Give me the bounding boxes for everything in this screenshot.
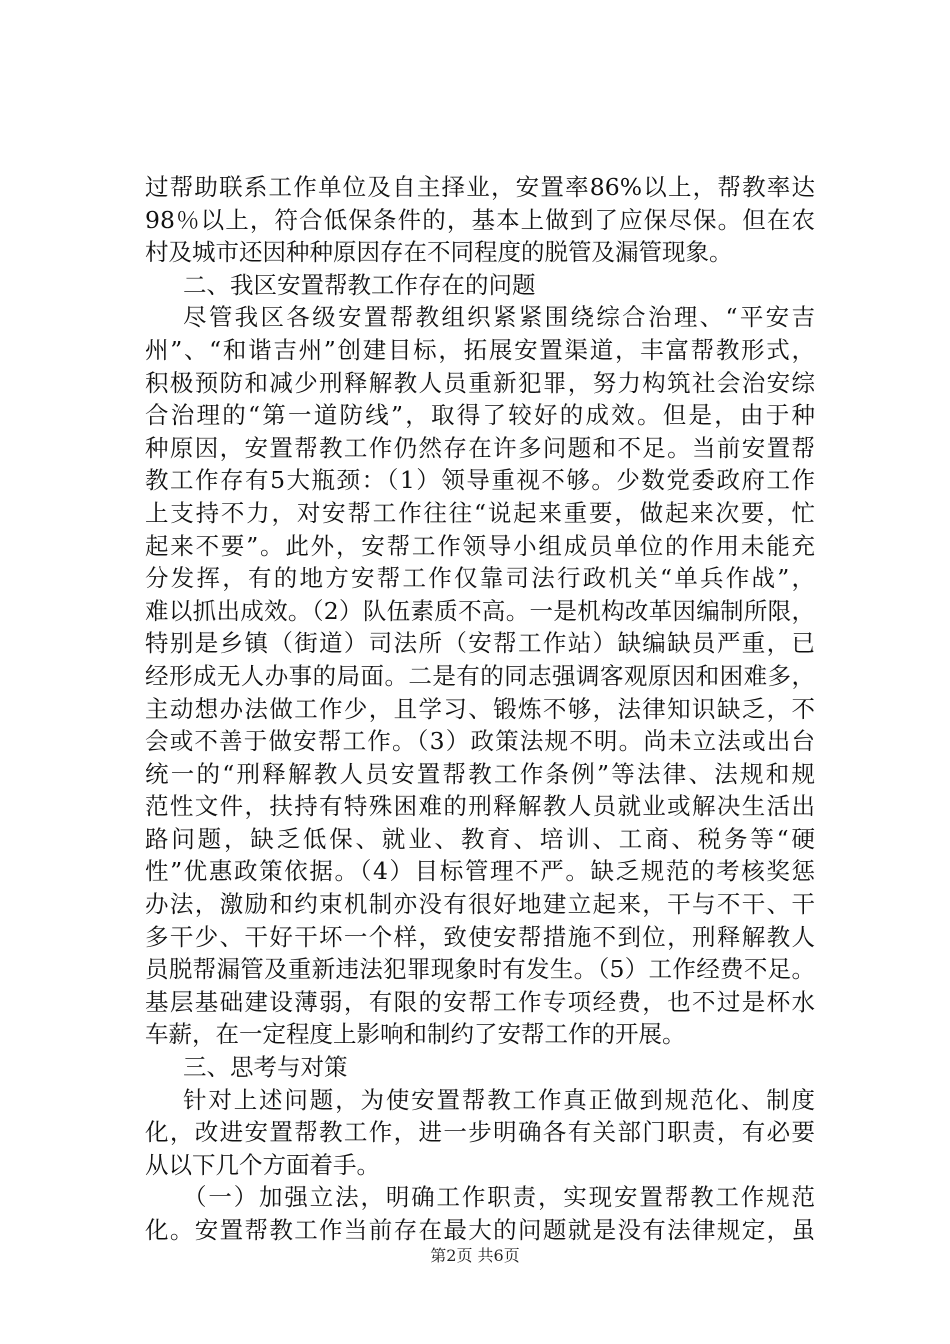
text-line: 针对上述问题，为使安置帮教工作真正做到规范化、制度 xyxy=(183,1085,815,1114)
text-line: 多干少、干好干坏一个样，致使安帮措施不到位，刑释解教人 xyxy=(145,922,815,951)
text-line: 上支持不力，对安帮工作往往“说起来重要，做起来次要，忙 xyxy=(145,498,815,527)
text-line: 合治理的“第一道防线”，取得了较好的成效。但是，由于种 xyxy=(145,401,815,430)
text-line: 起来不要”。此外，安帮工作领导小组成员单位的作用未能充 xyxy=(145,531,815,560)
text-line: 积极预防和减少刑释解教人员重新犯罪，努力构筑社会治安综 xyxy=(145,368,815,397)
text-line: 二、我区安置帮教工作存在的问题 xyxy=(183,270,536,299)
text-line: 性”优惠政策依据。（4）目标管理不严。缺乏规范的考核奖惩 xyxy=(145,857,815,886)
text-line: 98％以上，符合低保条件的，基本上做到了应保尽保。但在农 xyxy=(145,205,815,234)
text-line: 基层基础建设薄弱，有限的安帮工作专项经费，也不过是杯水 xyxy=(145,987,815,1016)
text-line: 教工作存有5大瓶颈：（1）领导重视不够。少数党委政府工作 xyxy=(145,466,815,495)
text-line: 员脱帮漏管及重新违法犯罪现象时有发生。（5）工作经费不足。 xyxy=(145,955,815,984)
text-line: 会或不善于做安帮工作。（3）政策法规不明。尚未立法或出台 xyxy=(145,727,815,756)
text-line: 三、思考与对策 xyxy=(183,1053,348,1082)
text-line: 尽管我区各级安置帮教组织紧紧围绕综合治理、“平安吉 xyxy=(183,303,815,332)
text-line: 特别是乡镇（街道）司法所（安帮工作站）缺编缺员严重，已 xyxy=(145,629,815,658)
text-line: 州”、“和谐吉州”创建目标，拓展安置渠道，丰富帮教形式， xyxy=(145,335,815,364)
text-line: 范性文件，扶持有特殊困难的刑释解教人员就业或解决生活出 xyxy=(145,792,815,821)
text-line: 车薪，在一定程度上影响和制约了安帮工作的开展。 xyxy=(145,1020,686,1049)
text-line: 难以抓出成效。（2）队伍素质不高。一是机构改革因编制所限， xyxy=(145,596,815,625)
text-line: 统一的“刑释解教人员安置帮教工作条例”等法律、法规和规 xyxy=(145,759,815,788)
text-line: （一）加强立法，明确工作职责，实现安置帮教工作规范 xyxy=(183,1183,815,1212)
text-line: 化。安置帮教工作当前存在最大的问题就是没有法律规定，虽 xyxy=(145,1216,815,1244)
text-line: 分发挥，有的地方安帮工作仅靠司法行政机关“单兵作战”， xyxy=(145,564,815,593)
text-line: 村及城市还因种种原因存在不同程度的脱管及漏管现象。 xyxy=(145,238,733,267)
text-line: 主动想办法做工作少，且学习、锻炼不够，法律知识缺乏，不 xyxy=(145,694,815,723)
text-line: 办法，激励和约束机制亦没有很好地建立起来，干与不干、干 xyxy=(145,890,815,919)
text-line: 过帮助联系工作单位及自主择业，安置率86%以上，帮教率达 xyxy=(145,173,815,201)
text-line: 经形成无人办事的局面。二是有的同志强调客观原因和困难多， xyxy=(145,661,815,690)
text-line: 路问题，缺乏低保、就业、教育、培训、工商、税务等“硬 xyxy=(145,824,815,853)
text-line: 从以下几个方面着手。 xyxy=(145,1150,380,1179)
body-text xyxy=(145,171,815,1247)
text-line: 化，改进安置帮教工作，进一步明确各有关部门职责，有必要 xyxy=(145,1118,815,1147)
text-line: 种原因，安置帮教工作仍然存在许多问题和不足。当前安置帮 xyxy=(145,433,815,462)
page-footer: 第2页 共6页 xyxy=(430,1246,520,1265)
